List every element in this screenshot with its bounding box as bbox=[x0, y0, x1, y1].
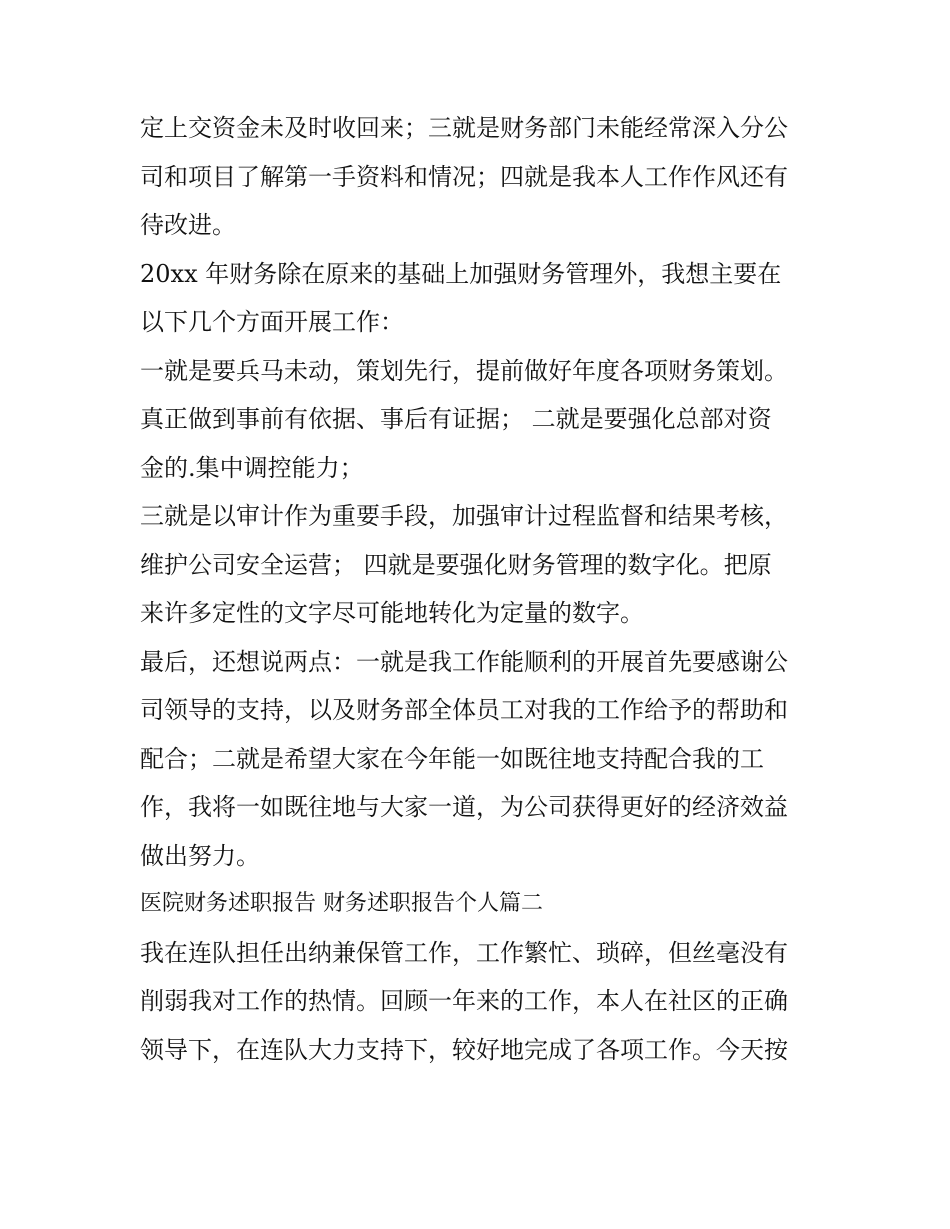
text-line: 定上交资金未及时收回来；三就是财务部门未能经常深入分公 bbox=[140, 114, 788, 142]
text-line: 司领导的支持，以及财务部全体员工对我的工作给予的帮助和 bbox=[140, 696, 788, 724]
text-line: 做出努力。 bbox=[140, 841, 260, 870]
text-line: 领导下，在连队大力支持下，较好地完成了各项工作。今天按 bbox=[140, 1035, 788, 1064]
text-line: 来许多定性的文字尽可能地转化为定量的数字。 bbox=[140, 599, 644, 627]
text-line: 配合；二就是希望大家在今年能一如既往地支持配合我的工 bbox=[140, 744, 764, 773]
text-line: 最后，还想说两点：一就是我工作能顺利的开展首先要感谢公 bbox=[140, 647, 788, 676]
paragraph-5 bbox=[140, 638, 820, 881]
text-line: 三就是以审计作为重要手段，加强审计过程监督和结果考核， bbox=[140, 502, 788, 530]
paragraph-6 bbox=[140, 929, 820, 1075]
text-line: 我在连队担任出纳兼保管工作，工作繁忙、琐碎，但丝毫没有 bbox=[140, 938, 788, 967]
paragraph-2 bbox=[140, 250, 820, 347]
text-line: 以下几个方面开展工作： bbox=[140, 308, 404, 336]
text-line: 20xx 年财务除在原来的基础上加强财务管理外，我想主要在 bbox=[140, 259, 782, 288]
document-body bbox=[140, 104, 820, 1074]
text-line: 一就是要兵马未动，策划先行，提前做好年度各项财务策划。 bbox=[140, 356, 788, 385]
text-line: 维护公司安全运营； 四就是要强化财务管理的数字化。把原 bbox=[140, 550, 772, 579]
paragraph-4 bbox=[140, 492, 820, 638]
heading-text: 医院财务述职报告 财务述职报告个人篇二 bbox=[140, 891, 543, 916]
section-heading bbox=[140, 880, 820, 929]
paragraph-3 bbox=[140, 347, 820, 493]
text-line: 作，我将一如既往地与大家一道，为公司获得更好的经济效益 bbox=[140, 793, 788, 821]
text-line: 待改进。 bbox=[140, 211, 236, 239]
text-line: 真正做到事前有依据、事后有证据； 二就是要强化总部对资 bbox=[140, 405, 772, 433]
text-line: 金的.集中调控能力； bbox=[140, 453, 364, 482]
paragraph-1 bbox=[140, 104, 820, 250]
text-line: 司和项目了解第一手资料和情况；四就是我本人工作作风还有 bbox=[140, 162, 788, 191]
text-line: 削弱我对工作的热情。回顾一年来的工作，本人在社区的正确 bbox=[140, 987, 788, 1015]
